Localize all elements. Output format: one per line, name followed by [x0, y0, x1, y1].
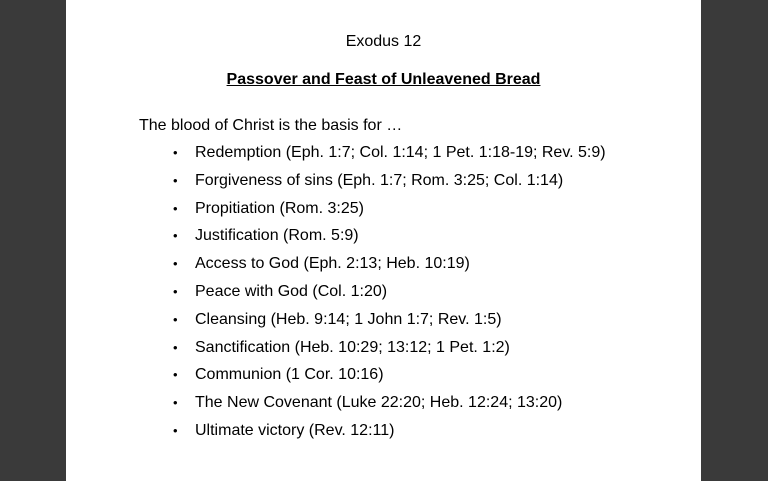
- list-item: [173, 199, 606, 227]
- list-item: [173, 421, 606, 449]
- list-item: [173, 143, 606, 171]
- list-item-text: Propitiation (Rom. 3:25): [195, 199, 364, 217]
- bullet-icon: •: [173, 367, 178, 383]
- list-item: [173, 393, 606, 421]
- chapter-title: Exodus 12: [345, 33, 422, 50]
- list-item-text: Ultimate victory (Rev. 12:11): [195, 421, 395, 439]
- bullet-icon: •: [173, 395, 178, 411]
- list-item-text: Peace with God (Col. 1:20): [195, 282, 388, 300]
- bullet-icon: •: [173, 311, 178, 327]
- bullet-icon: •: [173, 422, 178, 438]
- list-item-text: Forgiveness of sins (Eph. 1:7; Rom. 3:25; Col. 1:14): [195, 171, 564, 189]
- list-item: [173, 171, 606, 199]
- bullet-list: [173, 143, 606, 449]
- bullet-icon: •: [173, 339, 178, 355]
- list-item: [173, 282, 606, 310]
- list-item: [173, 338, 606, 366]
- bullet-icon: •: [173, 283, 178, 299]
- list-item-text: Cleansing (Heb. 9:14; 1 John 1:7; Rev. 1:5): [195, 310, 502, 328]
- bullet-icon: •: [173, 145, 178, 160]
- list-item-text: Justification (Rom. 5:9): [195, 227, 359, 245]
- bullet-icon: •: [173, 228, 178, 244]
- bullet-icon: •: [173, 172, 178, 188]
- list-item-text: Access to God (Eph. 2:13; Heb. 10:19): [195, 255, 470, 273]
- list-item: [173, 226, 606, 254]
- list-item: [173, 365, 606, 393]
- list-item: [173, 254, 606, 282]
- list-item-text: Communion (1 Cor. 10:16): [195, 366, 384, 384]
- intro-text: The blood of Christ is the basis for …: [139, 117, 403, 134]
- list-item-text: Redemption (Eph. 1:7; Col. 1:14; 1 Pet. 1:18-19; Rev. 5:9): [195, 144, 606, 161]
- list-item-text: The New Covenant (Luke 22:20; Heb. 12:24; 13:20): [195, 394, 563, 412]
- document-page: [66, 0, 701, 481]
- list-item: [173, 310, 606, 338]
- section-heading: Passover and Feast of Unleavened Bread: [226, 71, 541, 88]
- bullet-icon: •: [173, 256, 178, 272]
- list-item-text: Sanctification (Heb. 10:29; 13:12; 1 Pet. 1:2): [195, 338, 510, 356]
- bullet-icon: •: [173, 200, 178, 216]
